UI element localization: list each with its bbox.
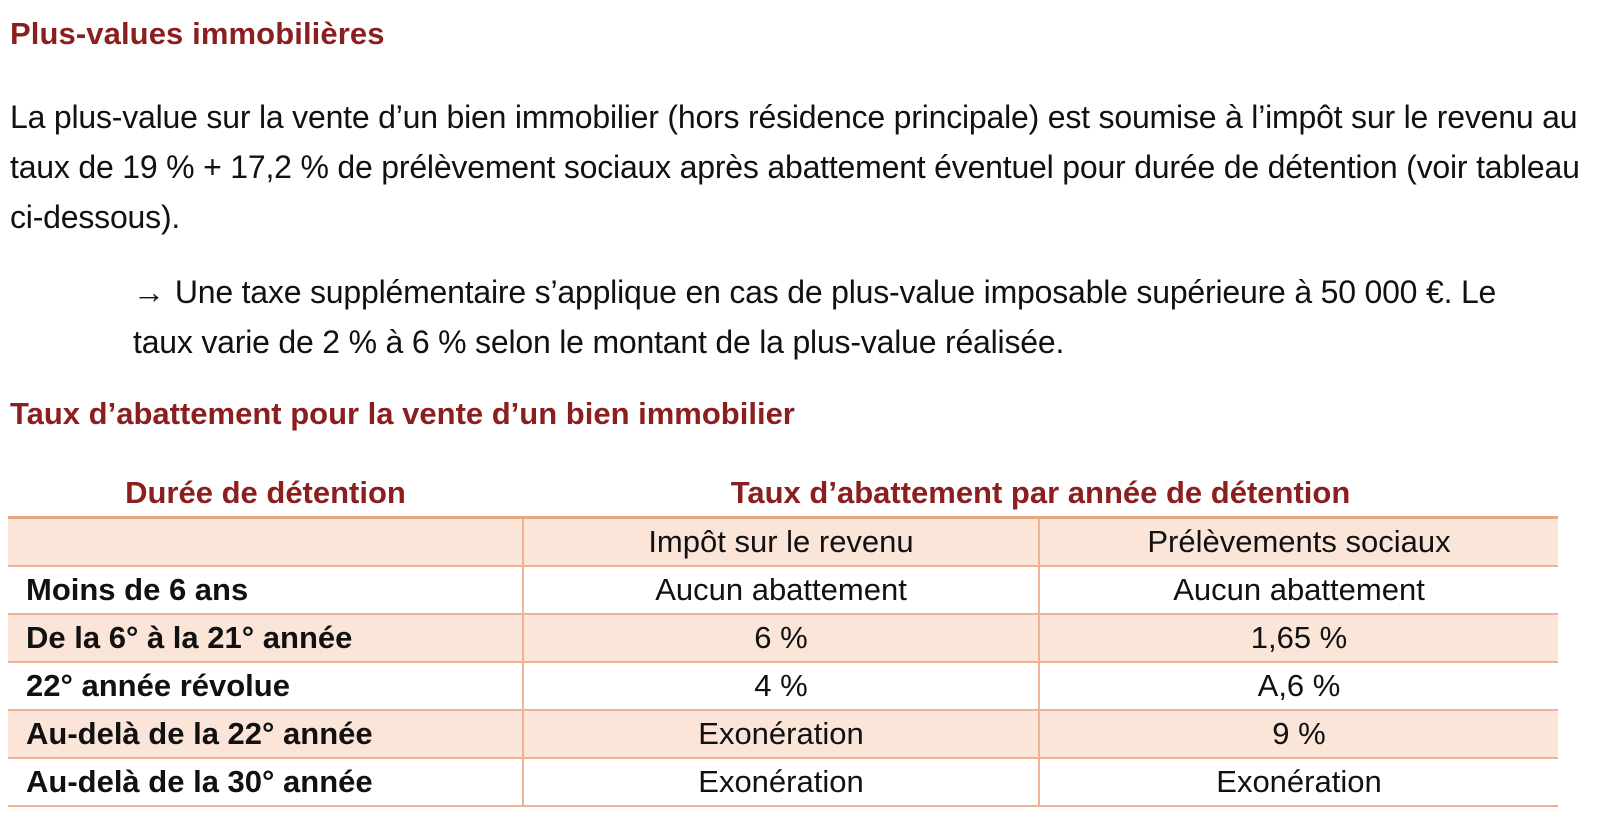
header-rate: Taux d’abattement par année de détention bbox=[523, 470, 1558, 518]
header-duration: Durée de détention bbox=[8, 470, 523, 518]
row-social: 1,65 % bbox=[1039, 614, 1558, 662]
intro-paragraph: La plus-value sur la vente d’un bien immobilier (hors résidence principale) est soumise à l’impôt sur le revenu au taux de 19 % + 17,2 % de prélèvement sociaux après abattement éventuel pour durée de détention (voir tableau ci-dessous). bbox=[10, 99, 1580, 235]
note-text: Une taxe supplémentaire s’applique en cas de plus-value imposable supérieure à 50 000 €. Le taux varie de 2 % à 6 % selon le montant de la plus-value réalisée. bbox=[133, 274, 1497, 360]
row-income-tax: 4 % bbox=[523, 662, 1039, 710]
abatement-table bbox=[8, 470, 1558, 807]
table-header-row bbox=[8, 470, 1558, 518]
row-social: 9 % bbox=[1039, 710, 1558, 758]
subheader-social: Prélèvements sociaux bbox=[1039, 518, 1558, 567]
row-label: Au-delà de la 22° année bbox=[8, 710, 523, 758]
table-row bbox=[8, 758, 1558, 806]
row-social: Exonération bbox=[1039, 758, 1558, 806]
row-label: 22° année révolue bbox=[8, 662, 523, 710]
row-social: A,6 % bbox=[1039, 662, 1558, 710]
table-subheader-row bbox=[8, 518, 1558, 567]
arrow-right-icon: → bbox=[133, 274, 165, 310]
row-social: Aucun abattement bbox=[1039, 566, 1558, 614]
section-title: Plus-values immobilières bbox=[10, 16, 385, 51]
row-income-tax: 6 % bbox=[523, 614, 1039, 662]
table-row bbox=[8, 662, 1558, 710]
table-title: Taux d’abattement pour la vente d’un bien immobilier bbox=[10, 396, 795, 431]
subheader-empty bbox=[8, 518, 523, 567]
row-income-tax: Exonération bbox=[523, 710, 1039, 758]
table-row bbox=[8, 566, 1558, 614]
table-row bbox=[8, 614, 1558, 662]
table-row bbox=[8, 710, 1558, 758]
row-label: Moins de 6 ans bbox=[8, 566, 523, 614]
row-income-tax: Aucun abattement bbox=[523, 566, 1039, 614]
subheader-income-tax: Impôt sur le revenu bbox=[523, 518, 1039, 567]
note-block bbox=[133, 267, 1553, 367]
row-label: Au-delà de la 30° année bbox=[8, 758, 523, 806]
row-label: De la 6° à la 21° année bbox=[8, 614, 523, 662]
row-income-tax: Exonération bbox=[523, 758, 1039, 806]
